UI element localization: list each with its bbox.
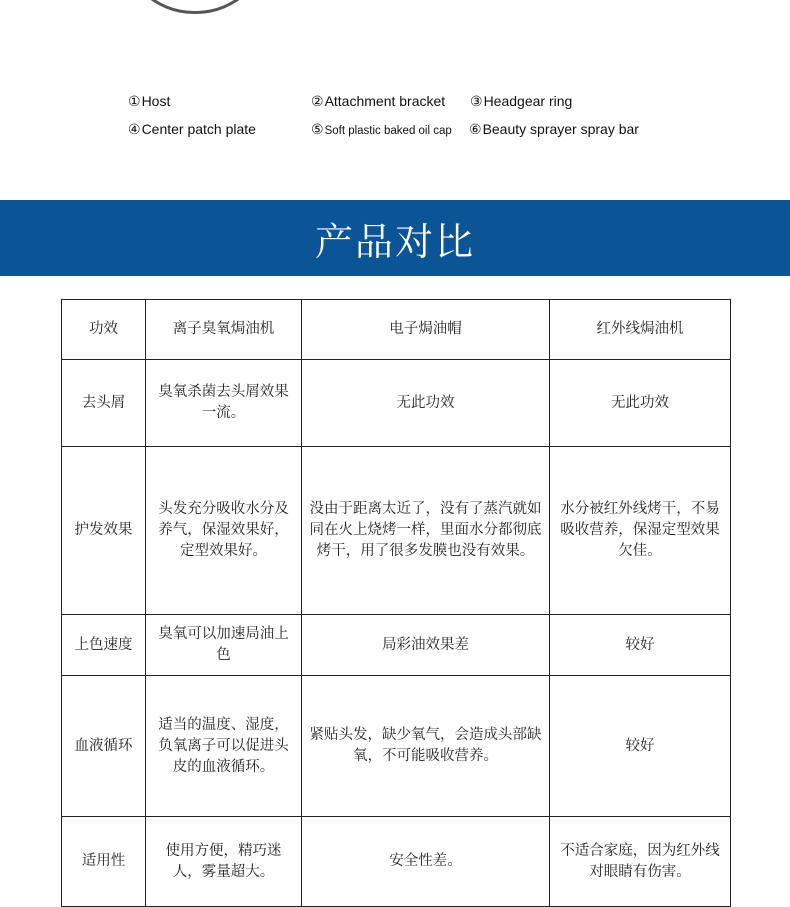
table-row <box>62 615 731 676</box>
table-cell: 头发充分吸收水分及养气，保湿效果好，定型效果好。 <box>146 447 302 615</box>
table-cell: 较好 <box>550 615 731 676</box>
table-row <box>62 360 731 447</box>
legend-item-attachment-bracket: ②Attachment bracket <box>311 93 446 109</box>
table-cell: 安全性差。 <box>302 817 550 907</box>
table-cell: 适当的温度、湿度，负氧离子可以促进头皮的血液循环。 <box>146 676 302 817</box>
table-row <box>62 676 731 817</box>
table-cell: 无此功效 <box>550 360 731 447</box>
table-cell: 水分被红外线烤干，不易吸收营养，保湿定型效果欠佳。 <box>550 447 731 615</box>
legend-item-beauty-sprayer: ⑥Beauty sprayer spray bar <box>469 121 639 137</box>
table-cell: 不适合家庭，因为红外线对眼睛有伤害。 <box>550 817 731 907</box>
legend-item-headgear-ring: ③Headgear ring <box>470 93 573 109</box>
comparison-table <box>61 299 731 907</box>
table-cell: 没由于距离太近了，没有了蒸汽就如同在火上烧烤一样，里面水分都彻底烤干，用了很多发膜也没有效果。 <box>302 447 550 615</box>
table-row <box>62 817 731 907</box>
table-cell: 无此功效 <box>302 360 550 447</box>
table-cell: 紧贴头发，缺少氧气，会造成头部缺氧，不可能吸收营养。 <box>302 676 550 817</box>
row-label: 血液循环 <box>62 676 146 817</box>
row-label: 护发效果 <box>62 447 146 615</box>
row-label: 去头屑 <box>62 360 146 447</box>
header-cell-infrared: 红外线焗油机 <box>550 300 731 360</box>
header-cell-ion-ozone: 离子臭氧焗油机 <box>146 300 302 360</box>
table-cell: 使用方便，精巧迷人，雾量超大。 <box>146 817 302 907</box>
header-cell-electronic-cap: 电子焗油帽 <box>302 300 550 360</box>
banner-title: 产品对比 <box>314 219 475 264</box>
table-header-row <box>62 300 731 360</box>
legend-item-soft-plastic-cap: ⑤Soft plastic baked oil cap <box>311 121 452 137</box>
row-label: 上色速度 <box>62 615 146 676</box>
legend-item-host: ①Host <box>128 93 171 109</box>
header-cell-effect: 功效 <box>62 300 146 360</box>
table-cell: 局彩油效果差 <box>302 615 550 676</box>
row-label: 适用性 <box>62 817 146 907</box>
legend-item-center-patch-plate: ④Center patch plate <box>128 121 256 137</box>
section-banner <box>0 200 790 276</box>
table-row <box>62 447 731 615</box>
parts-legend <box>0 0 790 200</box>
table-cell: 臭氧杀菌去头屑效果一流。 <box>146 360 302 447</box>
table-cell: 较好 <box>550 676 731 817</box>
table-cell: 臭氧可以加速局油上色 <box>146 615 302 676</box>
